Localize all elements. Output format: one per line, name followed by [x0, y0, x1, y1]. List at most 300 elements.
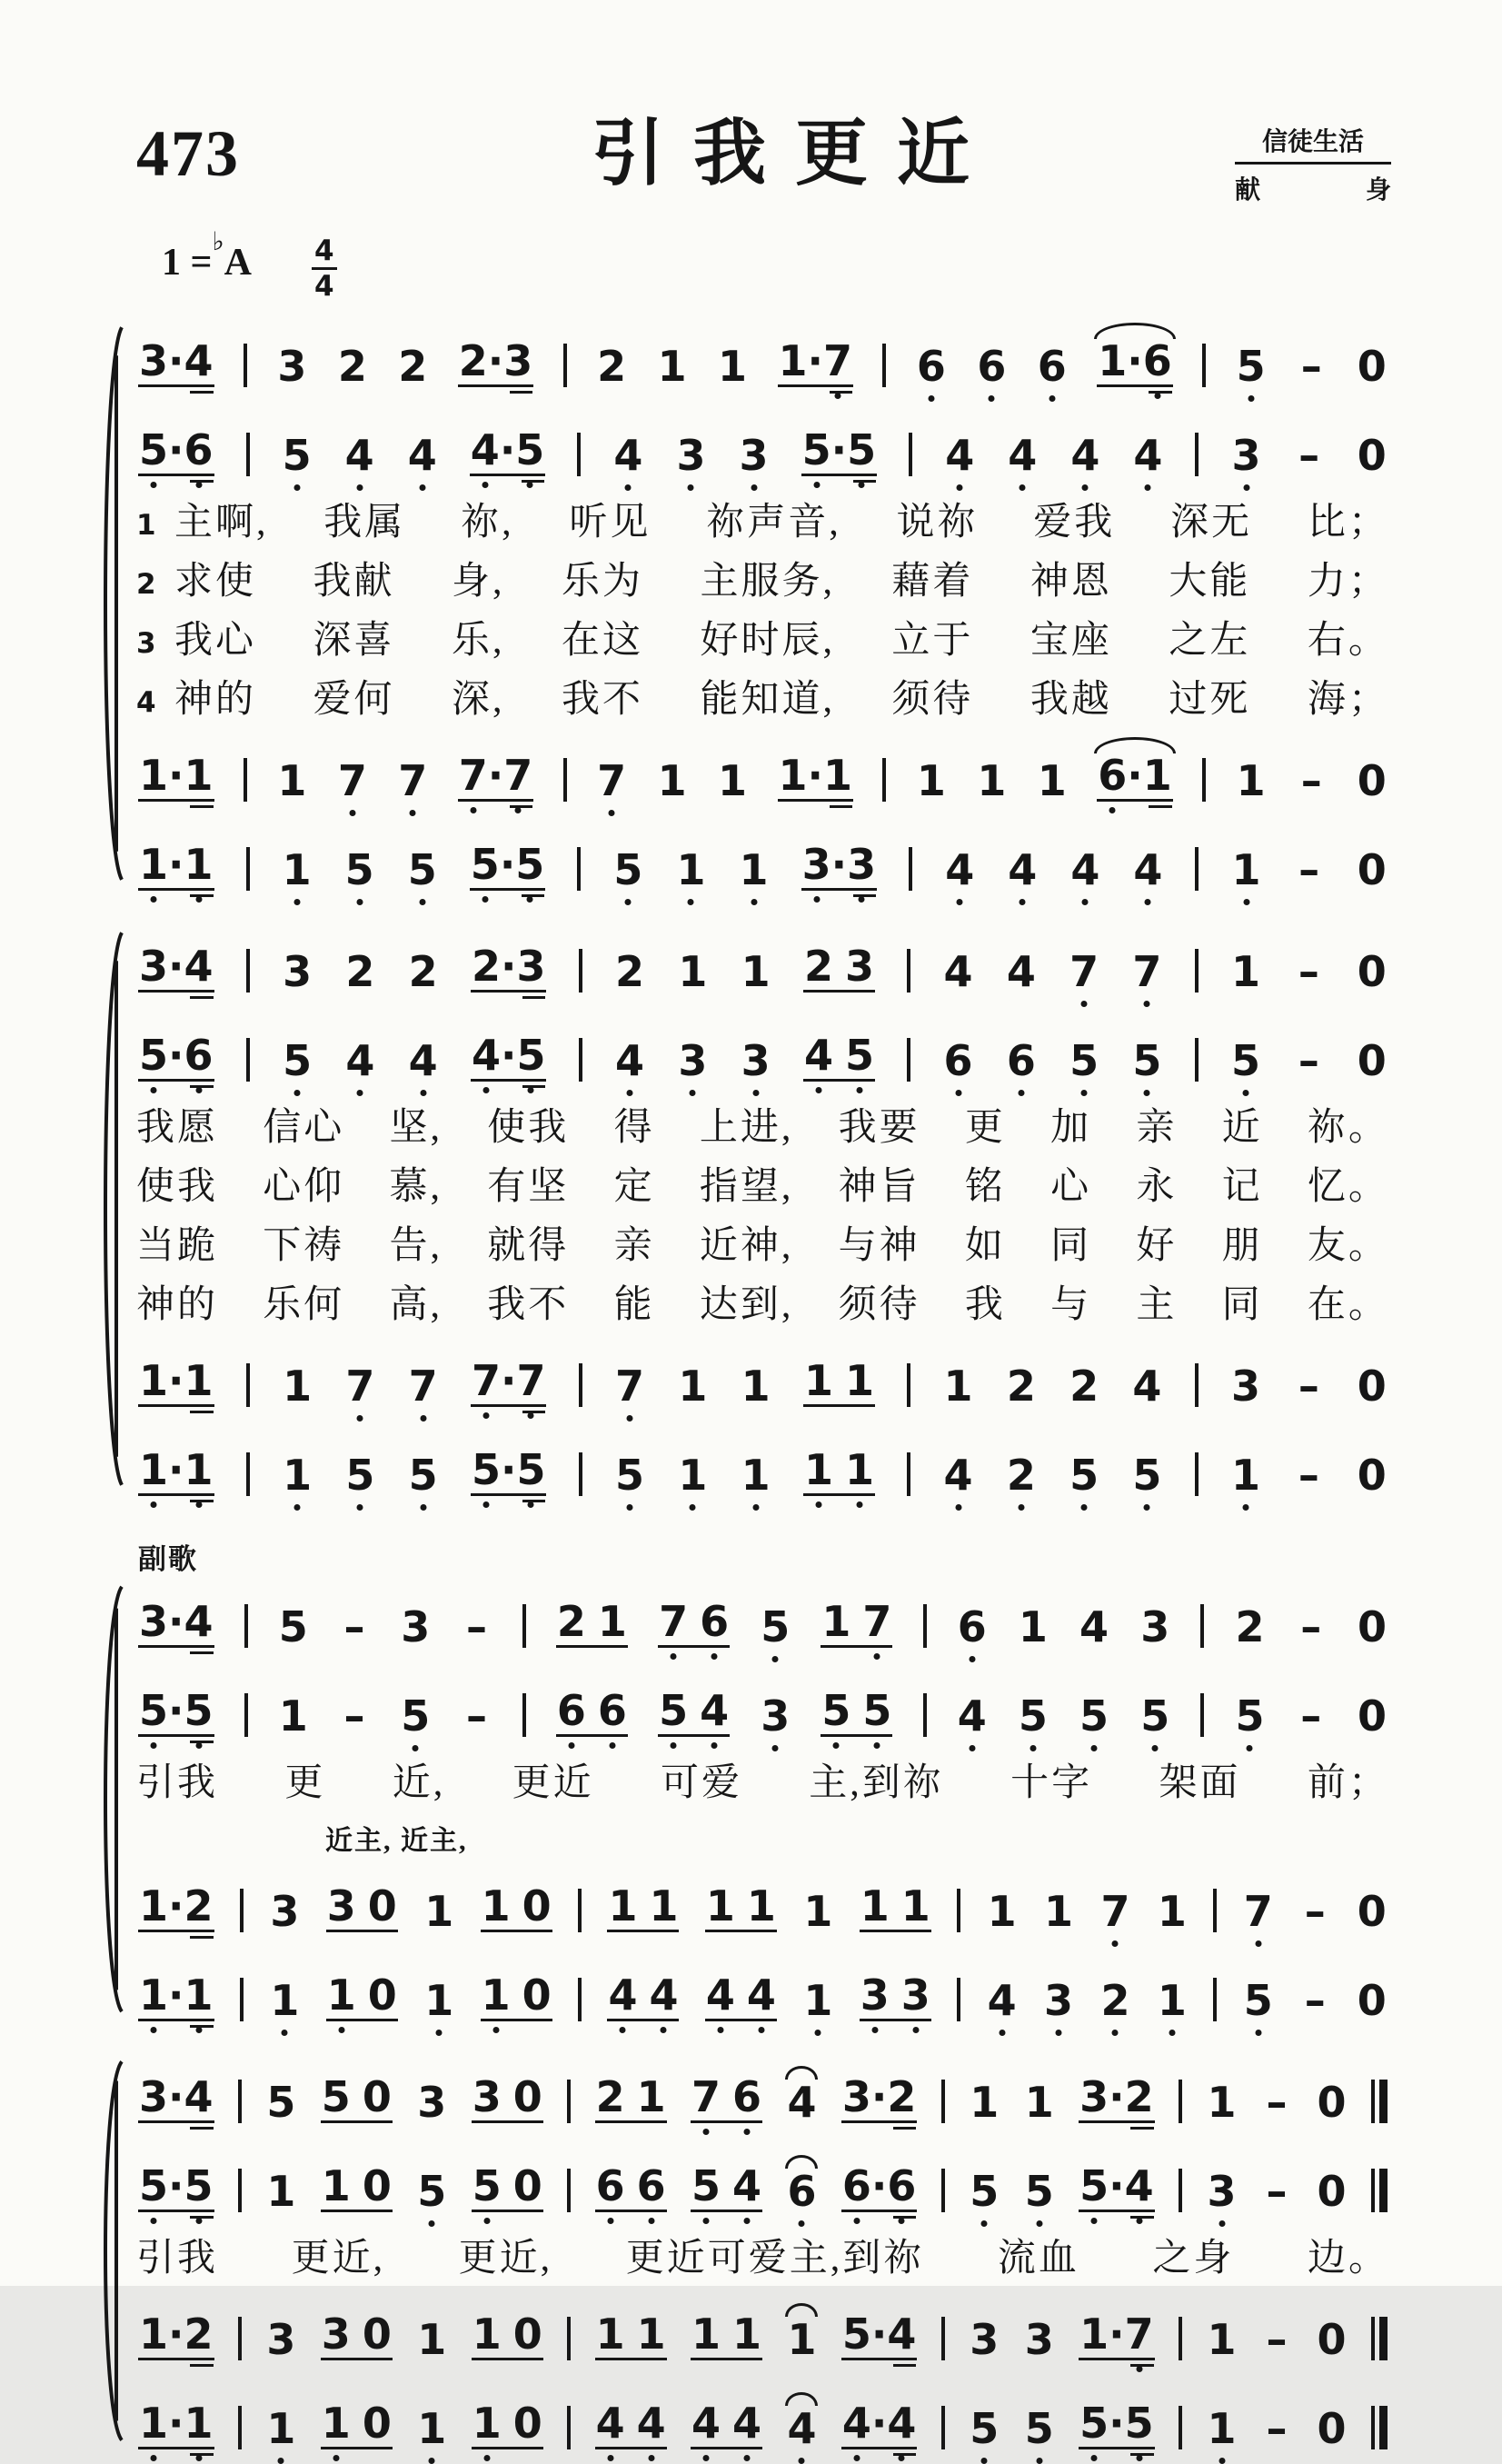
note-digit: 1 — [741, 947, 771, 997]
lyric-segment: 须待 — [891, 679, 974, 722]
low-octave-dot — [419, 484, 425, 491]
low-octave-dot — [492, 2027, 499, 2033]
lyric-segment: 比； — [1307, 502, 1389, 544]
note-digit: 1 — [139, 1974, 168, 2016]
time-signature-numerator: 4 — [312, 235, 337, 270]
note-token — [1296, 1602, 1327, 1652]
note-digit: 5 — [1235, 1695, 1264, 1737]
note-token — [138, 2072, 214, 2123]
low-octave-dot — [294, 1090, 301, 1096]
low-octave-dot — [717, 2027, 723, 2033]
note-digit: 3 — [1232, 434, 1261, 476]
dash-extender: – — [1300, 1691, 1322, 1741]
note-token — [282, 1451, 313, 1501]
lyric-line — [136, 620, 1389, 663]
note-digit: 5 — [408, 849, 437, 891]
lyric-segment: 须待 — [838, 1284, 920, 1327]
note-digit: 1 — [741, 1362, 771, 1412]
lyric-segment: 能 — [613, 1284, 655, 1327]
low-octave-dot — [853, 2218, 860, 2224]
system-2 — [136, 931, 1391, 1501]
note-digit: 5 — [515, 429, 544, 471]
lyric-segment: 之左 — [1169, 620, 1251, 663]
lyric-segments — [136, 2240, 1389, 2278]
sixteenth-underline — [830, 391, 852, 394]
lyric-segment: 深喜 — [313, 620, 395, 663]
barline — [579, 949, 582, 993]
lyric-segment: 近, — [392, 1762, 446, 1805]
low-octave-dot — [671, 1742, 677, 1749]
dash-extender: – — [1304, 1976, 1326, 2026]
low-octave-dot — [1255, 1940, 1261, 1947]
final-barline-thick — [1379, 2317, 1388, 2360]
low-octave-dot — [1169, 2030, 1175, 2036]
note-digit: 3 — [1079, 2072, 1109, 2122]
low-octave-dot — [483, 2455, 490, 2461]
note-token — [138, 2161, 214, 2212]
sixteenth-underline — [1130, 2127, 1153, 2130]
low-octave-dot — [969, 1745, 975, 1751]
low-octave-dot — [688, 484, 694, 491]
low-octave-dot — [1243, 899, 1249, 905]
duration-dot: · — [870, 2399, 888, 2449]
note-digit: 6 — [958, 1606, 987, 1648]
lyric-segment: 与神 — [838, 1225, 920, 1268]
low-octave-dot — [815, 1087, 821, 1093]
note-token — [1037, 342, 1068, 392]
note-token — [423, 1887, 454, 1937]
duration-dot: · — [807, 751, 823, 801]
duration-dot: · — [1127, 751, 1143, 801]
barline — [244, 758, 247, 802]
note-token — [337, 342, 368, 392]
note-digit: 5 — [471, 843, 500, 885]
note-digit: 3 — [678, 1040, 707, 1082]
note-token — [1024, 2167, 1055, 2217]
low-octave-dot — [528, 1412, 534, 1419]
flat-symbol: ♭ — [212, 228, 224, 256]
note-digit: 5 — [613, 849, 642, 891]
note-digit: 1 — [636, 2309, 666, 2359]
note-token — [472, 2161, 543, 2212]
note-token — [803, 1356, 875, 1407]
lyric-segments — [174, 620, 1389, 663]
lyric-line — [136, 679, 1389, 722]
low-octave-dot — [899, 2455, 905, 2461]
low-octave-dot — [413, 1745, 419, 1751]
low-octave-dot — [151, 2218, 157, 2224]
note-token — [408, 947, 439, 997]
note-digit: 1 — [803, 1887, 833, 1937]
slur-arc — [1094, 737, 1176, 753]
low-octave-dot — [1154, 393, 1160, 399]
lyric-segment: 更近可爱主,到祢 — [625, 2238, 925, 2280]
lyric-segment: 得 — [613, 1107, 655, 1150]
note-token — [1069, 947, 1099, 997]
barline — [238, 2169, 242, 2212]
note-token — [657, 756, 688, 806]
system-1 — [136, 325, 1391, 895]
low-octave-dot — [349, 810, 355, 816]
lyric-segment: 更近, — [291, 2238, 386, 2280]
low-octave-dot — [151, 482, 157, 488]
note-token — [138, 751, 214, 802]
lyric-segment: 同 — [1221, 1284, 1263, 1327]
lyric-segments — [174, 679, 1389, 722]
note-digit: 2 — [184, 2309, 214, 2359]
note-digit: 2 — [1124, 2072, 1154, 2122]
dash-extender: – — [1266, 2315, 1288, 2365]
note-digit: 3 — [1044, 1980, 1073, 2021]
duration-dot: · — [168, 1881, 184, 1931]
barline — [923, 1604, 927, 1648]
note-digit: 1 — [943, 1362, 973, 1412]
note-digit: 2 — [337, 342, 367, 392]
note-digit: 4 — [1006, 947, 1036, 997]
note-digit: 1 — [787, 2315, 817, 2365]
note-token — [860, 1881, 931, 1932]
note-digit: 4 — [700, 1690, 729, 1731]
low-octave-dot — [338, 2027, 344, 2033]
low-octave-dot — [874, 1653, 880, 1660]
lyric-segment: 祢, — [461, 502, 514, 544]
note-digit: 1 — [1236, 756, 1266, 806]
note-digit: 5 — [409, 1454, 438, 1496]
note-token — [801, 425, 878, 476]
system-brace — [94, 322, 125, 885]
low-octave-dot — [151, 896, 157, 903]
note-digit: 1 — [1024, 2078, 1054, 2128]
note-token — [1099, 1976, 1130, 2026]
lyric-line — [136, 1225, 1389, 1268]
note-digit: 4 — [1070, 434, 1099, 476]
note-token — [1037, 756, 1068, 806]
note-digit: 1 — [845, 1449, 874, 1491]
note-digit: 7 — [1100, 1890, 1129, 1932]
lyric-segment: 如 — [964, 1225, 1006, 1268]
lyric-segment: 指望, — [699, 1166, 794, 1209]
sixteenth-underline — [510, 391, 532, 394]
note-token — [400, 1691, 431, 1741]
note-digit: 2 — [595, 2072, 625, 2122]
low-octave-dot — [1145, 899, 1151, 905]
rest-glyph: 0 — [1357, 431, 1387, 481]
lyric-segment: 身, — [451, 561, 505, 604]
note-token — [1139, 1602, 1170, 1652]
note-token — [976, 756, 1007, 806]
music-line-bass — [136, 1434, 1391, 1501]
duration-dot: · — [831, 425, 848, 475]
note-token — [471, 942, 547, 993]
low-octave-dot — [1091, 2455, 1098, 2461]
note-digit: 6 — [700, 1601, 729, 1642]
note-digit: 6 — [1143, 340, 1172, 382]
note-digit: 4 — [184, 2072, 214, 2122]
low-octave-dot — [853, 2455, 860, 2461]
note-digit: 4 — [649, 1974, 678, 2016]
note-token — [1317, 2315, 1348, 2365]
note-token — [717, 342, 748, 392]
barline — [240, 1978, 244, 2021]
sixteenth-underline — [1130, 2364, 1153, 2367]
lyric-segment: 祢。 — [1307, 1107, 1389, 1150]
duration-dot: · — [487, 751, 504, 801]
note-digit: 4 — [409, 1040, 438, 1082]
key-prefix: 1 = — [162, 242, 213, 284]
note-digit: 7 — [516, 1360, 545, 1402]
note-digit: 5 — [1244, 1980, 1273, 2021]
note-token — [1069, 1451, 1099, 1501]
note-token — [276, 342, 307, 392]
barline — [957, 1978, 960, 2021]
key-letter: A — [224, 242, 252, 284]
note-digit: 1 — [740, 849, 769, 891]
low-octave-dot — [625, 484, 632, 491]
rest-glyph: 0 — [512, 2399, 542, 2449]
note-token — [321, 2309, 393, 2360]
note-digit: 7 — [503, 754, 532, 796]
note-digit: 6 — [598, 1690, 627, 1731]
low-octave-dot — [859, 896, 865, 903]
note-token — [472, 2072, 543, 2123]
music-line-tenor — [136, 1345, 1391, 1412]
low-octave-dot — [703, 2455, 710, 2461]
note-token — [138, 1970, 214, 2021]
sixteenth-underline — [1149, 805, 1171, 808]
rest-glyph: 0 — [362, 2161, 392, 2211]
hymn-title: 引 我 更 近 — [592, 115, 975, 195]
low-octave-dot — [1109, 807, 1116, 813]
note-digit: 4 — [345, 434, 374, 476]
note-token — [1317, 2167, 1348, 2217]
key-signature — [162, 228, 252, 284]
duration-dot: · — [500, 1031, 517, 1081]
note-token — [423, 1976, 454, 2026]
note-token — [1207, 2078, 1238, 2128]
barline — [1213, 1978, 1217, 2021]
system-brace — [94, 2058, 125, 2444]
low-octave-dot — [195, 482, 202, 488]
lyric-segment: 架面 — [1159, 1762, 1241, 1805]
barline — [240, 1889, 244, 1932]
note-digit: 6 — [944, 1040, 973, 1082]
low-octave-dot — [1082, 899, 1089, 905]
barline — [909, 433, 912, 476]
lyric-segment: 爱何 — [313, 679, 395, 722]
note-token — [1132, 845, 1163, 895]
low-octave-dot — [1036, 2458, 1042, 2464]
note-digit: 2 — [556, 1597, 586, 1647]
note-digit: 1 — [718, 756, 748, 806]
note-digit: 1 — [977, 756, 1007, 806]
note-token — [675, 431, 706, 481]
final-barline-thick — [1379, 2406, 1388, 2449]
barline — [1202, 344, 1206, 387]
note-digit: 4 — [345, 1040, 374, 1082]
note-token — [344, 845, 375, 895]
lyric-segment: 海； — [1307, 679, 1389, 722]
low-octave-dot — [195, 1501, 202, 1508]
note-token — [1231, 431, 1262, 481]
note-token — [458, 751, 534, 802]
low-octave-dot — [957, 484, 963, 491]
note-digit: 1 — [970, 2078, 1000, 2128]
dash-extender: – — [1266, 2167, 1288, 2217]
note-digit: 1 — [649, 1881, 679, 1931]
low-octave-dot — [856, 1087, 862, 1093]
low-octave-dot — [607, 2218, 613, 2224]
note-digit: 1 — [1231, 947, 1261, 997]
lyric-segment: 宝座 — [1030, 620, 1112, 663]
low-octave-dot — [1243, 1090, 1249, 1096]
note-token — [957, 1602, 988, 1652]
music-line-soprano — [136, 1586, 1391, 1652]
rest-glyph: 0 — [522, 1970, 552, 2020]
note-token — [344, 1036, 375, 1086]
low-octave-dot — [1081, 1090, 1088, 1096]
note-digit: 1 — [718, 342, 748, 392]
note-digit: 4 — [747, 1974, 776, 2016]
rest-glyph: 0 — [1317, 2315, 1347, 2365]
rest-glyph: 0 — [1357, 342, 1387, 392]
note-digit: 3 — [139, 2072, 169, 2122]
note-token — [1131, 1451, 1162, 1501]
note-token — [397, 342, 428, 392]
low-octave-dot — [151, 1087, 157, 1093]
note-token — [786, 2315, 817, 2365]
dash-extender: – — [1298, 1451, 1319, 1501]
low-octave-dot — [928, 395, 934, 402]
note-token — [1357, 1362, 1388, 1412]
note-digit: 3 — [401, 1602, 431, 1652]
music-line-soprano — [136, 931, 1391, 997]
dash-extender: – — [1298, 1362, 1319, 1412]
rest-glyph: 0 — [1357, 1691, 1387, 1741]
note-digit: 7 — [1069, 951, 1099, 993]
note-digit: 4 — [184, 1597, 214, 1647]
low-octave-dot — [528, 1501, 534, 1508]
note-token — [326, 1970, 398, 2021]
note-digit: 1 — [803, 1980, 832, 2021]
note-digit: 2 — [471, 942, 501, 992]
low-octave-dot — [1018, 1090, 1024, 1096]
note-token — [1006, 947, 1037, 997]
note-digit: 1 — [424, 1980, 453, 2021]
duration-dot: · — [870, 2161, 888, 2211]
note-token — [943, 1451, 974, 1501]
note-digit: 7 — [659, 1601, 688, 1642]
low-octave-dot — [195, 1742, 202, 1749]
note-token — [691, 2399, 762, 2449]
lyric-segment: 在这 — [561, 620, 643, 663]
rest-glyph: 0 — [1357, 1451, 1387, 1501]
sixteenth-underline — [190, 1411, 213, 1413]
note-token — [677, 1362, 708, 1412]
note-digit: 4 — [1079, 1602, 1109, 1652]
music-line-alto — [136, 414, 1391, 481]
note-token — [1069, 1036, 1099, 1086]
note-digit: 5 — [266, 2078, 296, 2128]
low-octave-dot — [1091, 1745, 1098, 1751]
lyric-segment: 主 — [1136, 1284, 1178, 1327]
note-digit: 1 — [705, 1881, 735, 1931]
sixteenth-underline — [1130, 2453, 1153, 2456]
sixteenth-underline — [1130, 2216, 1153, 2219]
low-octave-dot — [1082, 484, 1089, 491]
note-digit: 3 — [139, 336, 169, 386]
note-token — [400, 1602, 431, 1652]
note-token — [916, 756, 947, 806]
note-token — [614, 947, 645, 997]
duration-dot: · — [168, 1445, 184, 1495]
note-digit: 3 — [266, 2315, 296, 2365]
note-digit: 4 — [842, 2402, 871, 2444]
low-octave-dot — [648, 2455, 654, 2461]
verse-number: 3 — [136, 627, 156, 661]
note-token — [1294, 845, 1325, 895]
lyric-segment: 好时辰, — [700, 620, 835, 663]
lyric-segment: 更近, — [458, 2238, 553, 2280]
low-octave-dot — [293, 899, 300, 905]
duration-dot: · — [168, 2161, 184, 2211]
note-token — [1293, 1036, 1324, 1086]
rest-glyph: 0 — [512, 2309, 542, 2359]
note-token — [741, 1036, 771, 1086]
note-token — [1006, 1451, 1037, 1501]
sixteenth-underline — [190, 1651, 213, 1654]
note-token — [1132, 431, 1163, 481]
lyric-segments — [136, 1166, 1389, 1209]
low-octave-dot — [482, 1412, 489, 1419]
rest-glyph: 0 — [1357, 1887, 1387, 1937]
note-token — [344, 947, 375, 997]
note-digit: 4 — [958, 1695, 987, 1737]
lyric-segment: 慕, — [389, 1166, 443, 1209]
note-digit: 1 — [139, 2309, 169, 2359]
duration-dot: · — [168, 751, 184, 801]
sixteenth-underline — [190, 391, 213, 394]
note-token — [1079, 2161, 1155, 2212]
note-digit: 7 — [823, 340, 852, 382]
low-octave-dot — [703, 2218, 710, 2224]
note-digit: 1 — [741, 1454, 771, 1496]
note-token — [265, 2315, 296, 2365]
lyric-segment: 心仰 — [263, 1166, 345, 1209]
note-token — [265, 2167, 296, 2217]
barline — [567, 2317, 571, 2360]
note-digit: 2 — [458, 336, 488, 386]
sixteenth-underline — [190, 2364, 213, 2367]
rest-glyph: 0 — [1317, 2404, 1347, 2454]
barline — [1195, 949, 1199, 993]
time-signature — [312, 235, 337, 302]
barline — [907, 1038, 910, 1082]
low-octave-dot — [278, 2458, 284, 2464]
note-digit: 4 — [184, 336, 214, 386]
barline — [563, 758, 567, 802]
low-octave-dot — [711, 1742, 718, 1749]
note-digit: 3 — [970, 2315, 1000, 2365]
barline — [907, 1363, 910, 1407]
note-digit: 2 — [345, 947, 375, 997]
lyric-segment: 可爱 — [660, 1762, 742, 1805]
low-octave-dot — [999, 2030, 1005, 2036]
lyric-line — [136, 561, 1389, 604]
note-digit: 5 — [821, 1690, 850, 1731]
note-digit: 3 — [139, 1597, 169, 1647]
low-octave-dot — [482, 482, 488, 488]
note-digit: 4 — [732, 2165, 761, 2207]
